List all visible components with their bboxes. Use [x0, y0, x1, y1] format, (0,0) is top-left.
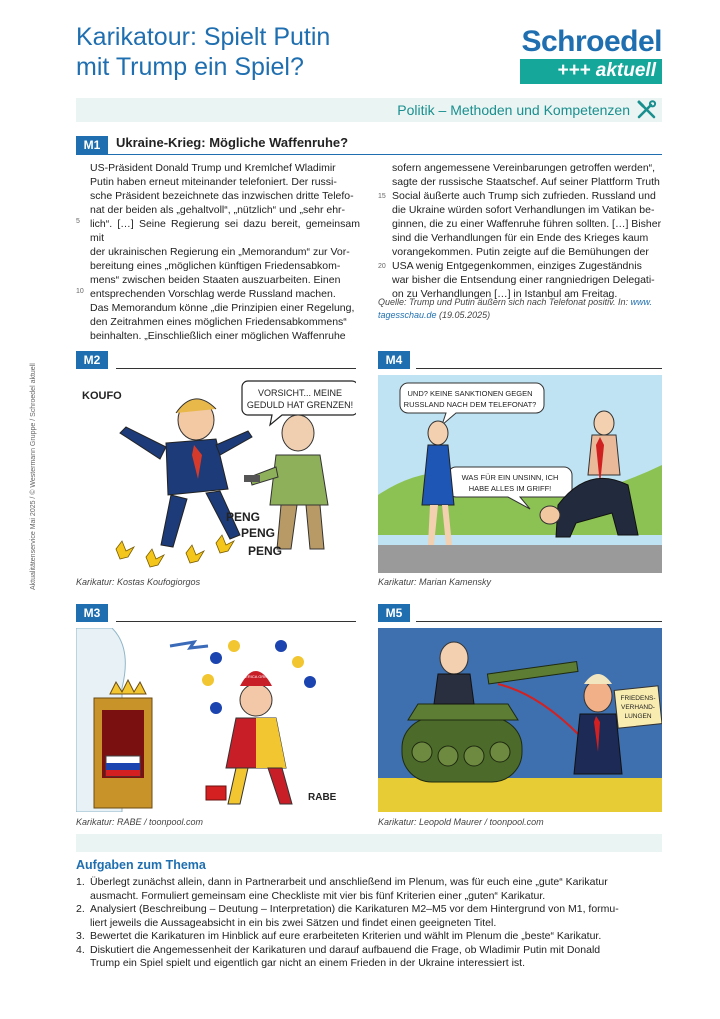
- m1-heading: Ukraine-Krieg: Mögliche Waffenruhe?: [116, 135, 349, 150]
- m5-title-line[interactable]: [416, 621, 662, 622]
- m5-sign-text: VERHAND-: [621, 704, 655, 711]
- line-number: 5: [76, 218, 80, 225]
- task-item: [76, 930, 662, 944]
- text-line: entsprechenden Vorschlag werde Russland machen.: [90, 288, 336, 300]
- m5-sign-text: FRIEDENS-: [620, 695, 656, 702]
- line-number: 20: [378, 263, 386, 270]
- m2-badge: M2: [76, 351, 108, 369]
- m1-column-1: [90, 161, 360, 343]
- m4-cartoon: [378, 375, 662, 573]
- task-text: liert jeweils die Aussageabsicht in ein bis zwei Sätzen und findet einen geeigneten Titel.: [90, 916, 497, 929]
- task-text: Überlegt zunächst allein, dann in Partnerarbeit und anschließend im Plenum, was für euch eine „gute“ Karikatur: [90, 876, 608, 888]
- task-number: 1.: [76, 876, 85, 888]
- text-line: USA wenig Entgegenkommen, einziges Zugeständnis: [392, 260, 642, 272]
- text-line: US-Präsident Donald Trump und Kremlchef Wladimir: [90, 162, 336, 174]
- text-line: vorangekommen. Putin zeigte auf die Bemühungen der: [392, 246, 649, 258]
- tools-icon: [636, 100, 658, 120]
- source-link[interactable]: tagesschau.de: [378, 310, 437, 320]
- m1-source: [378, 296, 662, 322]
- source-date: (19.05.2025): [436, 310, 491, 320]
- m5-sign-text: LUNGEN: [624, 713, 652, 720]
- task-item: [76, 944, 662, 971]
- task-text: Trump ein Spiel spielt und eigentlich gar nicht an einem Frieden in der Ukraine interessiert ist.: [90, 957, 525, 969]
- tasks-heading: Aufgaben zum Thema: [76, 858, 206, 872]
- text-line: Das Memorandum könne „die Prinzipien einer Regelung,: [90, 302, 355, 314]
- m2-title-line[interactable]: [116, 368, 356, 369]
- text-line: beinhalten. „Einschließlich einer möglichen Waffenruhe: [90, 330, 346, 342]
- m4-bubble-text: WAS FÜR EIN UNSINN, ICH: [461, 473, 559, 482]
- text-line: Social äußerte auch Trump sich zufrieden. Russland und: [392, 190, 656, 202]
- m5-negotiations-sign: [614, 686, 662, 728]
- task-text: Analysiert (Beschreibung – Deutung – Interpretation) die Karikaturen M2–M5 vor dem Hintergrund von M1, formu-: [90, 903, 619, 915]
- text-line: ginnen, die zu einer Waffenruhe führen sollten. […] Bisher: [392, 218, 662, 230]
- m3-title-line[interactable]: [116, 621, 356, 622]
- m2-signature: KOUFO: [82, 390, 122, 402]
- subject-band: [76, 98, 662, 122]
- text-line: on zu Verhandlungen […] in Istanbul am Freitag.: [392, 288, 618, 300]
- m4-bubble-text: RUSSLAND NACH DEM TELEFONAT?: [403, 400, 537, 409]
- logo-name: Schroedel: [521, 25, 662, 58]
- task-text: Bewertet die Karikaturen im Hinblick auf eure erarbeiteten Kriterien und wählt im Plenum die „beste“ Karikatur.: [90, 930, 602, 942]
- text-line: bereitung eines „möglichen künftigen Friedensabkom-: [90, 260, 341, 272]
- text-line: den Zeitrahmen eines möglichen Friedensabkommens“: [90, 316, 347, 328]
- title-line-1: Karikatour: Spielt Putin: [76, 23, 331, 51]
- m5-credit: Karikatur: Leopold Maurer / toonpool.com: [378, 817, 544, 827]
- task-number: 2.: [76, 903, 85, 915]
- tasks-list: [76, 876, 662, 971]
- task-number: 3.: [76, 930, 85, 942]
- m4-credit: Karikatur: Marian Kamensky: [378, 577, 492, 587]
- m2-bubble-text: GEDULD HAT GRENZEN!: [246, 400, 354, 410]
- m4-title-line[interactable]: [416, 368, 662, 369]
- m1-divider: [76, 154, 662, 155]
- line-number: 15: [378, 193, 386, 200]
- title-line-2: mit Trump ein Spiel?: [76, 53, 304, 81]
- schroedel-logo: [520, 26, 662, 84]
- m2-peng-text: PENG: [226, 510, 261, 524]
- subject-label: Politik – Methoden und Kompetenzen: [397, 102, 630, 118]
- m4-bubble-text: UND? KEINE SANKTIONEN GEGEN: [407, 389, 533, 398]
- m5-cartoon: [378, 628, 662, 812]
- m2-bubble-text: VORSICHT... MEINE: [257, 388, 343, 398]
- tasks-band: [76, 834, 662, 852]
- m3-signature: RABE: [308, 792, 337, 803]
- copyright-note: Aktualitätenservice Mai 2025 / © Westermann Gruppe / Schroedel aktuell: [30, 363, 37, 590]
- m3-telephone: [206, 786, 226, 800]
- task-text: Diskutiert die Angemessenheit der Karikaturen und darauf aufbauend die Frage, ob Wladimir Putin mit Donald: [90, 943, 601, 956]
- text-line: nat der beiden als „gehaltvoll“, „nützlich“ und „sehr ehr-: [90, 204, 346, 216]
- m5-badge: M5: [378, 604, 410, 622]
- text-line: mens“ zwischen beiden Staaten auszuarbeiten. Einen: [90, 274, 341, 286]
- task-text: ausmacht. Formuliert gemeinsam eine Checkliste mit vier bis fünf Kriterien einer „guten“ Karikatur.: [90, 889, 546, 902]
- m2-peng-text: PENG: [248, 544, 283, 558]
- source-link[interactable]: www.: [630, 297, 652, 307]
- text-line: sind die Verhandlungen für ein Ende des Krieges kaum: [392, 232, 649, 244]
- task-item: [76, 903, 662, 930]
- text-line: war bisher die Entsendung einer rangniedrigen Delegati-: [392, 274, 655, 286]
- source-text: Quelle: Trump und Putin äußern sich nach Telefonat positiv. In:: [378, 297, 631, 307]
- m2-peng-text: PENG: [241, 526, 276, 540]
- m3-credit: Karikatur: RABE / toonpool.com: [76, 817, 204, 827]
- page-title: [76, 22, 406, 82]
- text-line: sagte der russische Staatschef. Auf seiner Plattform Truth: [392, 176, 660, 188]
- text-line: der ukrainischen Regierung ein „Memorandum“ zur Vor-: [90, 246, 350, 258]
- text-line: lich“. […] Seine Regierung sei dazu bereit, gemeinsam mit: [90, 218, 360, 244]
- m2-credit: Karikatur: Kostas Koufogiorgos: [76, 577, 201, 587]
- text-line: sche Präsident bezeichnete das inzwischen dritte Telefo-: [90, 190, 354, 202]
- m1-badge: M1: [76, 136, 108, 154]
- m1-column-2: [392, 161, 662, 301]
- m4-bubble-text: HABE ALLES IM GRIFF!: [468, 484, 552, 493]
- task-item: [76, 876, 662, 903]
- text-line: Putin haben erneut miteinander telefoniert. Der russi-: [90, 176, 337, 188]
- task-number: 4.: [76, 943, 85, 956]
- line-number: 10: [76, 288, 84, 295]
- logo-sub: +++ aktuell: [520, 59, 662, 84]
- m3-badge: M3: [76, 604, 108, 622]
- m4-badge: M4: [378, 351, 410, 369]
- m3-throne: [94, 680, 152, 808]
- m2-cartoon: [76, 375, 356, 573]
- m3-cartoon: [76, 628, 356, 812]
- m3-cap-text: MAKE AMERICA GREAT AGAIN: [226, 674, 286, 679]
- text-line: sofern angemessene Vereinbarungen getroffen werden“,: [392, 162, 656, 174]
- text-line: die Ukraine würden sofort Verhandlungen im Vatikan be-: [392, 204, 655, 216]
